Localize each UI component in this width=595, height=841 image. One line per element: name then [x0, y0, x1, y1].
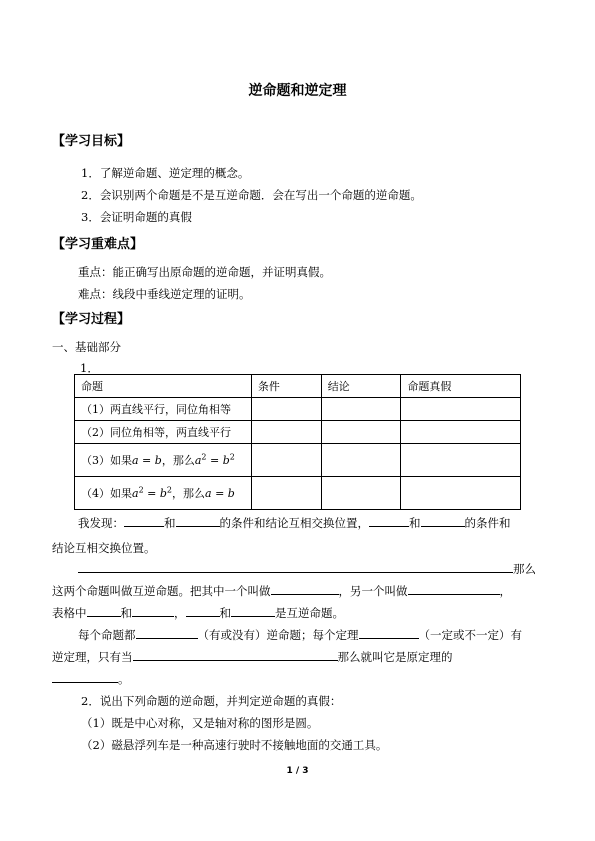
blank[interactable] — [124, 515, 164, 527]
blank[interactable] — [78, 561, 513, 573]
item-1-number: 1． — [80, 361, 99, 375]
theorem-line-3: 。 — [52, 671, 130, 687]
table-cell: （1）两直线平行，同位角相等 — [75, 398, 252, 421]
page-title: 逆命题和逆定理 — [248, 83, 347, 99]
discovery-line-1: 我发现： 和 的条件和结论互相交换位置， 和 的条件和 — [78, 516, 511, 530]
table-cell: （2）同位角相等，两直线平行 — [75, 421, 252, 444]
blank[interactable] — [231, 605, 275, 617]
blank[interactable] — [133, 649, 338, 661]
table-cell — [251, 398, 321, 421]
blank[interactable] — [421, 515, 465, 527]
table-row — [75, 444, 521, 477]
theorem-line-2: 逆定理，只有当 那么就叫它是原定理的 — [52, 650, 453, 664]
page-number: 1 / 3 — [286, 766, 309, 776]
theorem-line-1: 每个命题都 （有或没有）逆命题；每个定理 （一定或不一定）有 — [78, 628, 522, 642]
table-cell — [401, 477, 521, 510]
blank[interactable] — [408, 583, 500, 595]
blank[interactable] — [132, 605, 174, 617]
definition-line-2: 这两个命题叫做互逆命题。把其中一个叫做 ，另一个叫做 ， — [52, 584, 511, 598]
blank[interactable] — [369, 515, 409, 527]
table-cell — [321, 421, 401, 444]
blank[interactable] — [359, 627, 419, 639]
table-header: 命题真假 — [401, 375, 521, 398]
goal-3: 3．会证明命题的真假 — [81, 210, 192, 224]
blank[interactable] — [176, 515, 220, 527]
table-cell — [321, 444, 401, 477]
table-cell: （3）如果a = b，那么$a^2 = b^2$ — [75, 444, 252, 477]
basic-heading: 一、基础部分 — [52, 340, 121, 354]
key-point: 重点：能正确写出原命题的逆命题，并证明真假。 — [78, 265, 331, 279]
table-cell — [251, 444, 321, 477]
discovery-line-2: 结论互相交换位置。 — [52, 541, 156, 555]
goal-2: 2．会识别两个命题是不是互逆命题．会在写出一个命题的逆命题。 — [81, 188, 422, 202]
blank[interactable] — [136, 627, 198, 639]
table-header: 命题 — [75, 375, 252, 398]
table-cell — [321, 398, 401, 421]
proposition-table — [74, 374, 521, 510]
table-cell — [251, 421, 321, 444]
section-keypoints: 【学习重难点】 — [52, 237, 144, 252]
item-2-question-2: （2）磁悬浮列车是一种高速行驶时不接触地面的交通工具。 — [81, 738, 388, 752]
definition-line-1: 那么 — [78, 561, 536, 577]
table-row — [75, 477, 521, 510]
table-cell — [251, 477, 321, 510]
definition-line-3: 表格中 和 ， 和 是互逆命题。 — [52, 606, 344, 620]
table-header: 结论 — [321, 375, 401, 398]
table-header-row — [75, 375, 521, 398]
table-cell — [401, 444, 521, 477]
table-header: 条件 — [251, 375, 321, 398]
table-cell — [321, 477, 401, 510]
item-2-question-1: （1）既是中心对称，又是轴对称的图形是圆。 — [81, 716, 319, 730]
table-cell — [401, 421, 521, 444]
difficulty-point: 难点：线段中垂线逆定理的证明。 — [78, 287, 251, 301]
item-2-heading: 2．说出下列命题的逆命题，并判定逆命题的真假： — [81, 694, 342, 708]
section-goals: 【学习目标】 — [52, 134, 131, 149]
table-cell — [401, 398, 521, 421]
blank[interactable] — [271, 583, 339, 595]
blank[interactable] — [186, 605, 220, 617]
goal-1: 1．了解逆命题、逆定理的概念。 — [81, 166, 250, 180]
blank[interactable] — [52, 671, 118, 683]
table-cell: （4）如果$a^2 = b^2$，那么a = b — [75, 477, 252, 510]
table-row — [75, 398, 521, 421]
section-process: 【学习过程】 — [52, 312, 131, 327]
blank[interactable] — [87, 605, 121, 617]
table-row — [75, 421, 521, 444]
